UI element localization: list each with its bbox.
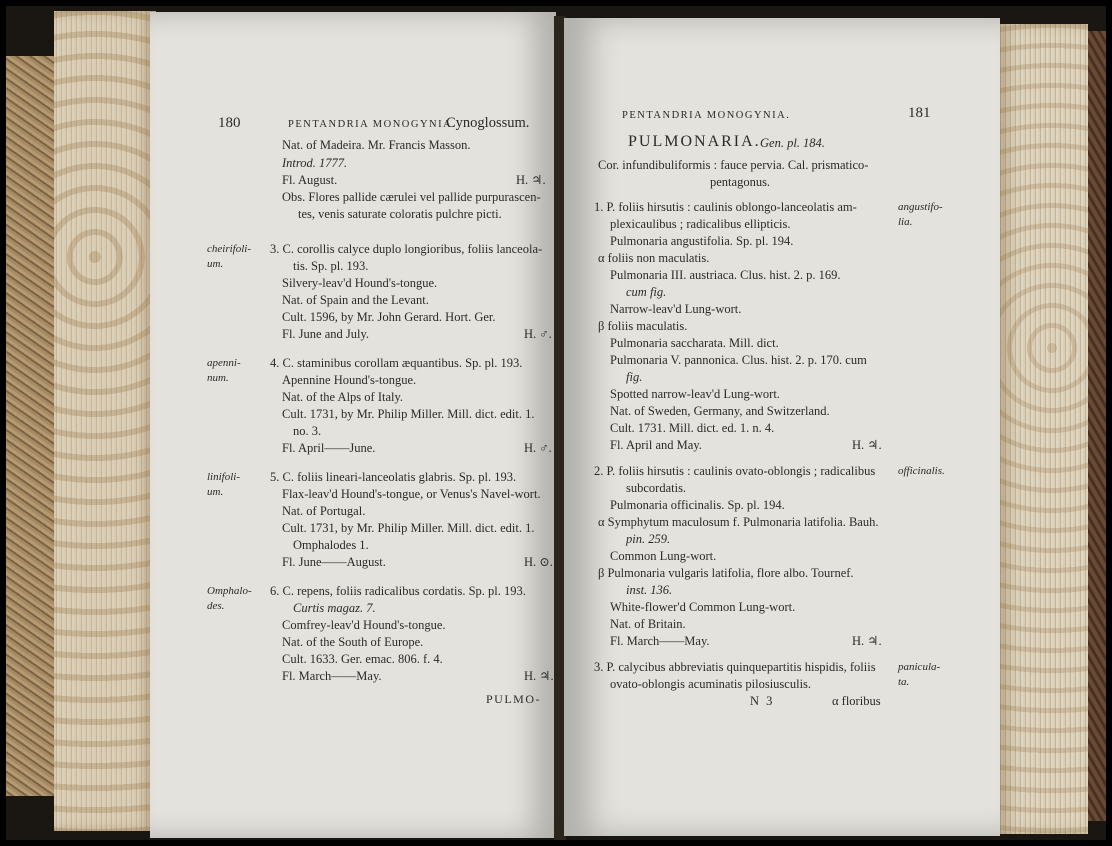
text-line: Common Lung-wort. <box>610 549 717 563</box>
text-line: Fl. March——May. <box>610 634 710 648</box>
margin-name: um. <box>207 258 224 270</box>
text-line: Cult. 1731. Mill. dict. ed. 1. n. 4. <box>610 421 775 435</box>
generic-character: pentagonus. <box>710 175 771 189</box>
hardiness: H. ♃. <box>524 669 554 683</box>
text-line: ovato-oblongis acuminatis pilosiusculis. <box>610 677 812 691</box>
signature-mark: N 3 <box>750 694 775 708</box>
text-line: Obs. Flores pallide cærulei vel pallide purpurascen- <box>282 190 541 204</box>
text-line: Spotted narrow-leav'd Lung-wort. <box>610 387 780 401</box>
text-line: Nat. of Britain. <box>610 617 686 631</box>
text-line: Silvery-leav'd Hound's-tongue. <box>282 276 438 290</box>
text-line: α foliis non maculatis. <box>598 251 710 265</box>
right-page-edges <box>998 24 1088 834</box>
hardiness: H. ♃. <box>852 634 882 648</box>
text-line: Pulmonaria angustifolia. Sp. pl. 194. <box>610 234 794 248</box>
hardiness: H. ♃. <box>516 173 546 187</box>
text-line: pin. 259. <box>626 532 671 546</box>
margin-name: ta. <box>898 676 910 688</box>
text-line: Nat. of Sweden, Germany, and Switzerland. <box>610 404 830 418</box>
running-head: PENTANDRIA MONOGYNIA. <box>622 110 791 121</box>
text-line: β Pulmonaria vulgaris latifolia, flore albo. Tournef. <box>598 566 854 580</box>
text-line: Pulmonaria III. austriaca. Clus. hist. 2. p. 169. <box>610 268 841 282</box>
hardiness: H. ⊙. <box>524 555 553 569</box>
margin-name: angustifo- <box>898 201 943 213</box>
left-page-edges <box>54 11 156 831</box>
text-line: Cult. 1731, by Mr. Philip Miller. Mill. dict. edit. 1. <box>282 521 535 535</box>
text-line: tis. Sp. pl. 193. <box>293 259 369 273</box>
hardiness: H. ♂. <box>524 327 552 341</box>
margin-name: apenni- <box>207 357 241 369</box>
text-line: no. 3. <box>293 424 322 438</box>
text-line: Apennine Hound's-tongue. <box>282 373 417 387</box>
text-line: Omphalodes 1. <box>293 538 369 552</box>
text-line: Nat. of Spain and the Levant. <box>282 293 429 307</box>
page-number-181: 181 <box>908 105 931 121</box>
text-line: Fl. April and May. <box>610 438 702 452</box>
text-line: Curtis magaz. 7. <box>293 601 376 615</box>
species-entry: 3. C. corollis calyce duplo longioribus, foliis lanceola- <box>270 242 543 256</box>
text-line: Nat. of Portugal. <box>282 504 366 518</box>
species-entry: 5. C. foliis lineari-lanceolatis glabris. Sp. pl. 193. <box>270 470 517 484</box>
text-line: β foliis maculatis. <box>598 319 688 333</box>
species-entry: 4. C. staminibus corollam æquantibus. Sp. pl. 193. <box>270 356 523 370</box>
text-line: White-flower'd Common Lung-wort. <box>610 600 796 614</box>
genus-title: PULMONARIA. <box>628 133 761 150</box>
hardiness: H. ♃. <box>852 438 882 452</box>
left-page <box>150 12 556 838</box>
text-line: cum fig. <box>626 285 667 299</box>
running-head: PENTANDRIA MONOGYNIA. <box>288 119 457 130</box>
catchword: α floribus <box>832 694 881 708</box>
text-line: Cult. 1633. Ger. emac. 806. f. 4. <box>282 652 443 666</box>
margin-name: lia. <box>898 216 913 228</box>
text-line: fig. <box>626 370 643 384</box>
text-line: Pulmonaria saccharata. Mill. dict. <box>610 336 779 350</box>
text-line: Fl. August. <box>282 173 338 187</box>
text-line: Introd. 1777. <box>282 156 348 170</box>
margin-name: officinalis. <box>898 465 945 477</box>
margin-name: des. <box>207 600 225 612</box>
margin-name: num. <box>207 372 229 384</box>
text-line: Fl. April——June. <box>282 441 376 455</box>
margin-name: panicula- <box>898 661 941 673</box>
text-line: α Symphytum maculosum f. Pulmonaria latifolia. Bauh. <box>598 515 879 529</box>
right-page <box>564 18 1000 836</box>
text-line: Nat. of Madeira. Mr. Francis Masson. <box>282 138 471 152</box>
text-line: Fl. March——May. <box>282 669 382 683</box>
species-entry: 6. C. repens, foliis radicalibus cordatis. Sp. pl. 193. <box>270 584 526 598</box>
margin-name: cheirifoli- <box>207 243 251 255</box>
species-entry: 1. P. foliis hirsutis : caulinis oblongo-lanceolatis am- <box>594 200 857 214</box>
text-line: Pulmonaria officinalis. Sp. pl. 194. <box>610 498 785 512</box>
margin-name: Omphalo- <box>207 585 252 597</box>
text-line: Flax-leav'd Hound's-tongue, or Venus's Navel-wort. <box>282 487 541 501</box>
text-line: inst. 136. <box>626 583 673 597</box>
text-line: Fl. June——August. <box>282 555 386 569</box>
species-entry: 3. P. calycibus abbreviatis quinquepartitis hispidis, foliis <box>594 660 876 674</box>
hardiness: H. ♂. <box>524 441 552 455</box>
text-line: Cult. 1596, by Mr. John Gerard. Hort. Ger. <box>282 310 496 324</box>
text-line: Nat. of the South of Europe. <box>282 635 424 649</box>
text-line: Cult. 1731, by Mr. Philip Miller. Mill. dict. edit. 1. <box>282 407 535 421</box>
left-cover-board <box>6 56 54 796</box>
text-line: subcordatis. <box>626 481 687 495</box>
genus-reference: Gen. pl. 184. <box>760 136 825 150</box>
text-line: Comfrey-leav'd Hound's-tongue. <box>282 618 446 632</box>
running-genus: Cynoglossum. <box>446 115 530 131</box>
generic-character: Cor. infundibuliformis : fauce pervia. Cal. prismatico- <box>598 158 869 172</box>
right-cover-board <box>1088 31 1106 821</box>
text-line: plexicaulibus ; radicalibus ellipticis. <box>610 217 791 231</box>
text-line: tes, venis saturate coloratis pulchre picti. <box>298 207 502 221</box>
text-line: Narrow-leav'd Lung-wort. <box>610 302 742 316</box>
species-entry: 2. P. foliis hirsutis : caulinis ovato-oblongis ; radicalibus <box>594 464 876 478</box>
margin-name: linifoli- <box>207 471 240 483</box>
catchword: PULMO- <box>486 692 542 706</box>
text-line: Pulmonaria V. pannonica. Clus. hist. 2. p. 170. cum <box>610 353 867 367</box>
margin-name: um. <box>207 486 224 498</box>
text-line: Nat. of the Alps of Italy. <box>282 390 404 404</box>
page-number-180: 180 <box>218 115 241 131</box>
book-scan <box>6 6 1106 840</box>
text-line: Fl. June and July. <box>282 327 370 341</box>
